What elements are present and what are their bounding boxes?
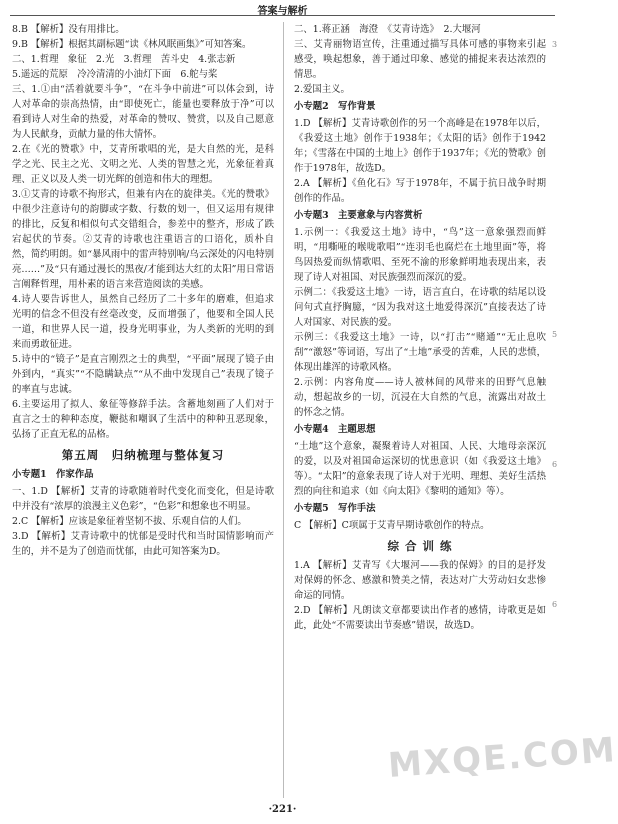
subsection-heading: 小专题2 写作背景 — [294, 101, 376, 112]
answer-paragraph: 2.在《光的赞歌》中，艾青所歌唱的光，是大自然的光，是科学之光、民主之光、文明之光、人类的智慧之光，光象征着真理、正义以及人类一切光辉的创造和伟大的理想。 — [12, 144, 274, 185]
answer-paragraph: C 【解析】C项属于艾青早期诗歌创作的特点。 — [294, 520, 490, 531]
answer-paragraph: 2.A 【解析】《鱼化石》写于1978年，不属于抗日战争时期创作的作品。 — [294, 178, 546, 204]
answer-paragraph: 3.①艾青的诗歌不拘形式，但兼有内在的旋律美。《光的赞歌》中很少注意诗句的韵脚或字数、行数的划一，但又运用有规律的排比，反复和相似句式交错组合，参差中的整齐，形成了跌宕起伏的节奏。②艾青的诗歌也注重语言的口语化，质朴自然，简约明朗。如“暴风雨中的雷声特别响/乌云深处的闪电特别亮……”及“只有通过漫长的黑夜/才能到达大红的太阳”用日常语言阐释哲理，用朴素的语言来营造阅读的美感。 — [12, 189, 274, 290]
answer-paragraph: “土地”这个意象，凝聚着诗人对祖国、人民、大地母亲深沉的爱，以及对祖国命运深切的忧患意识（如《我爱这土地》等）。“太阳”的意象表现了诗人对于光明、理想、美好生活热烈的向往和追求（如《向太阳》《黎明的通知》等）。 — [294, 441, 546, 497]
section-heading: 综 合 训 练 — [387, 539, 453, 553]
answer-paragraph: 三、1.①由“活着就要斗争”，“在斗争中前进”可以体会到，诗人对革命的崇高热情，由“即使死亡，能量也要释放于净”可以看到诗人对生命的热爱，对革命的赞叹、赞赏，以及自己愿意为人民献身，贡献力量的伟大情怀。 — [12, 84, 274, 140]
answer-paragraph: 5.遥远的荒原 冷冷清清的小油灯下面 6.舵与桨 — [12, 69, 218, 80]
answer-paragraph: 一、1.D 【解析】艾青的诗歌随着时代变化而变化，但是诗歌中并没有“浓厚的浪漫主义色彩”，“色彩”和想象也不明显。 — [12, 486, 274, 512]
right-column — [294, 22, 546, 633]
answer-paragraph: 二、1.哲理 象征 2.光 3.哲理 苦斗史 4.张志新 — [12, 54, 236, 65]
answer-paragraph: 4.诗人要告诉世人，虽然自己经历了二十多年的磨难，但追求光明的信念不但没有丝毫改变，反而增强了，他要和全国人民一道，和世界人民一道，投身光明事业，为人类新的光明的到来而勇敢征进。 — [12, 294, 274, 350]
answer-paragraph: 示例三：《我爱这土地》一诗，以“打击”“赌通”“无止息吹刮”“激怒”等词语，写出了“土地”承受的苦难，人民的悲愤，体现出雄浑的诗歌风格。 — [294, 332, 546, 373]
watermark: MXQE.COM — [386, 730, 618, 786]
answer-paragraph: 2.D 【解析】凡朗读文章都要读出作者的感情，诗歌更是如此，此处“不需要读出节奏感”错误，故选D。 — [294, 605, 546, 631]
edge-mark: 6 — [552, 600, 558, 609]
answer-paragraph: 二、1.蒋正涵 海澄 《艾青诗选》 2.大堰河 — [294, 24, 481, 35]
answer-paragraph: 9.B 【解析】根据其副标题“读《林风眠画集》”可知答案。 — [12, 39, 252, 50]
answer-paragraph: 1.A 【解析】艾青写《大堰河——我的保姆》的目的是抒发对保姆的怀念、感激和赞美之情，表达对广大劳动妇女悲惨命运的同情。 — [294, 560, 546, 601]
column-divider — [283, 22, 284, 798]
answer-paragraph: 2.示例：内容角度——诗人被林间的风带来的田野气息触动，想起故乡的一切，沉浸在大自然的气息，流露出对故土的怀念之情。 — [294, 377, 546, 418]
answer-paragraph: 2.C 【解析】应该是象征着坚韧不拔、乐观自信的人们。 — [12, 516, 247, 527]
answer-paragraph: 1.D 【解析】艾青诗歌创作的另一个高峰是在1978年以后，《我爱这土地》创作于1938年；《太阳的话》创作于1942年；《雪落在中国的土地上》创作于1937年；《光的赞歌》创作于1978年，故选D。 — [294, 118, 546, 174]
section-heading: 第五周 归纳梳理与整体复习 — [61, 448, 225, 462]
answer-paragraph: 3.D 【解析】艾青诗歌中的忧郁是受时代和当时国情影响而产生的，并不是为了创造而忧郁，由此可知答案为D。 — [12, 531, 274, 557]
answer-paragraph: 2.爱国主义。 — [294, 84, 350, 95]
answer-paragraph: 8.B 【解析】没有用排比。 — [12, 24, 125, 35]
header-rule — [10, 15, 555, 16]
edge-mark: 6 — [552, 460, 558, 469]
subsection-heading: 小专题3 主要意象与内容赏析 — [294, 210, 423, 221]
answer-paragraph: 5.诗中的“镜子”是直言刚烈之士的典型，“平面”展现了镜子由外到内，“真实”“不隐瞒缺点”“从不曲中发现自己”表现了镜子的率直与忠诚。 — [12, 354, 274, 395]
page-number: ·221· — [268, 804, 297, 815]
edge-mark: 3 — [552, 40, 558, 49]
answer-paragraph: 示例二：《我爱这土地》一诗，语言直白，在诗歌的结尾以设问句式直抒胸臆，“因为我对这土地爱得深沉”直接表达了诗人对国家、对民族的爱。 — [294, 287, 546, 328]
subsection-heading: 小专题1 作家作品 — [12, 469, 94, 480]
edge-mark: 5 — [552, 330, 558, 339]
header-title: 答案与解析 — [257, 6, 308, 17]
answer-paragraph: 三、艾青丽物语宣传，注重通过描写具体可感的事物来引起感受，唤起想象，善于通过印象、感觉的捕捉来表达浓烈的情思。 — [294, 39, 546, 80]
left-column — [12, 22, 274, 559]
subsection-heading: 小专题5 写作手法 — [294, 503, 376, 514]
subsection-heading: 小专题4 主题思想 — [294, 424, 376, 435]
answer-paragraph: 1.示例一：《我爱这土地》诗中，“鸟”这一意象强烈而鲜明，“用嘶哑的喉咙歌唱”“连羽毛也腐烂在土地里面”等，将鸟因热爱而纵情歌唱、至死不渝的形象鲜明地表现出来，表现了诗人对祖国、对民族强烈而深沉的爱。 — [294, 227, 546, 283]
page-header — [0, 0, 565, 18]
answer-paragraph: 6.主要运用了拟人、象征等修辞手法。含蓄地刻画了人们对于直言之士的种种态度，鞭挞和嘲讽了生活中的种种丑恶现象，弘扬了正直无私的品格。 — [12, 399, 274, 440]
